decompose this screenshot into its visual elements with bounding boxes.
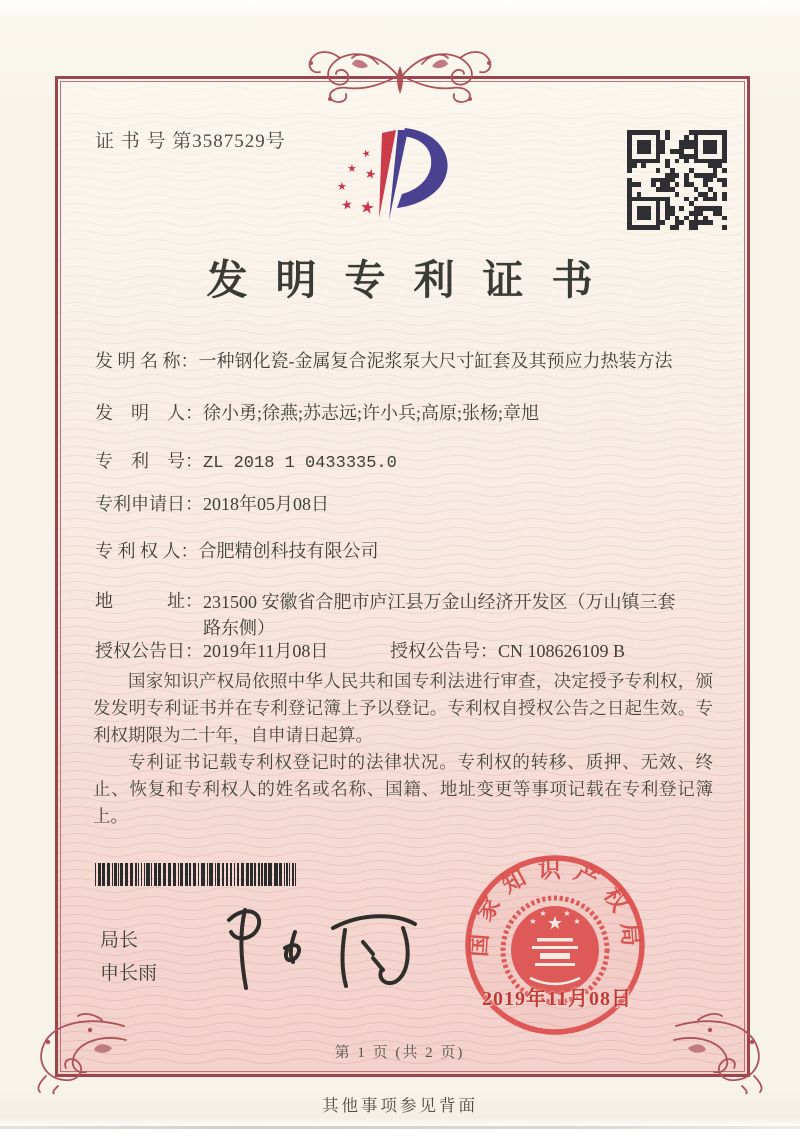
officer-block	[100, 924, 157, 990]
top-ornament-icon	[278, 42, 522, 106]
field-label: 地 址：	[95, 591, 203, 611]
star-icon: ★	[339, 196, 355, 213]
certificate-number: 证 书 号 第3587529号	[95, 131, 286, 152]
field-label: 专 利 号：	[95, 451, 203, 471]
star-icon: ★	[539, 909, 547, 918]
field-row-filing-date	[95, 492, 329, 516]
field-row-address	[95, 589, 678, 641]
field-label: 授权公告日：	[95, 641, 203, 661]
star-icon: ★	[563, 909, 571, 918]
field-value: 一种钢化瓷-金属复合泥浆泵大尺寸缸套及其预应力热装方法	[198, 351, 673, 371]
star-icon: ★	[363, 165, 378, 183]
field-value: 231500 安徽省合肥市庐江县万金山经济开发区（万山镇三套路东侧）	[203, 592, 676, 638]
legal-text	[93, 668, 713, 830]
seal-text: 国家知识产权局	[466, 857, 644, 958]
field-value: 徐小勇;徐燕;苏志远;许小兵;高原;张杨;章旭	[203, 403, 540, 423]
back-note: 其他事项参见背面	[322, 1096, 478, 1115]
logo-red-wedge	[379, 130, 396, 218]
field-row-inventors	[95, 401, 539, 425]
field-label: 专 利 权 人：	[95, 541, 199, 561]
field-label: 发 明 人：	[95, 403, 203, 423]
star-icon: ★	[360, 147, 373, 161]
field-label: 授权公告号：	[390, 641, 498, 661]
legal-paragraph-2: 专利证书记载专利权登记时的法律状况。专利权的转移、质押、无效、终止、恢复和专利权人的姓名或名称、国籍、地址变更等事项记载在专利登记簿上。	[93, 752, 713, 826]
field-value: 2018年05月08日	[203, 494, 329, 514]
field-value: CN 108626109 B	[498, 641, 626, 661]
director-name: 申长雨	[100, 963, 158, 984]
director-title: 局长	[100, 930, 139, 951]
field-row-patent-number	[95, 449, 397, 476]
field-label: 发 明 名 称：	[95, 351, 199, 371]
field-value: 合肥精创科技有限公司	[198, 541, 379, 561]
barcode	[95, 863, 301, 886]
star-icon: ★	[347, 163, 357, 175]
star-icon: ★	[337, 181, 347, 193]
field-label: 专利申请日：	[95, 494, 203, 514]
field-row-patentee	[95, 539, 379, 563]
official-seal	[460, 850, 650, 1040]
field-grant-number	[390, 639, 625, 663]
star-icon: ★	[358, 197, 377, 219]
seal-date: 2019年11月08日	[482, 988, 632, 1010]
star-icon: ★	[546, 913, 564, 933]
cnipa-logo	[333, 116, 518, 244]
page-number: 第 1 页 (共 2 页)	[334, 1045, 465, 1061]
field-row-grant	[95, 639, 715, 663]
star-icon: ★	[529, 917, 537, 926]
field-row-invention-name	[95, 349, 673, 373]
star-icon: ★	[573, 917, 581, 926]
director-signature	[215, 890, 430, 998]
qr-code	[627, 130, 727, 230]
legal-paragraph-1: 国家知识产权局依照中华人民共和国专利法进行审查，决定授予专利权，颁发发明专利证书并在专利登记簿上予以登记。专利权自授权公告之日起生效。专利权期限为二十年，自申请日起算。	[93, 671, 713, 745]
page-title: 发明专利证书	[206, 257, 621, 303]
field-value: 2019年11月08日	[203, 641, 329, 661]
field-value: ZL 2018 1 0433335.0	[203, 454, 397, 473]
photo-edge	[0, 1126, 800, 1129]
